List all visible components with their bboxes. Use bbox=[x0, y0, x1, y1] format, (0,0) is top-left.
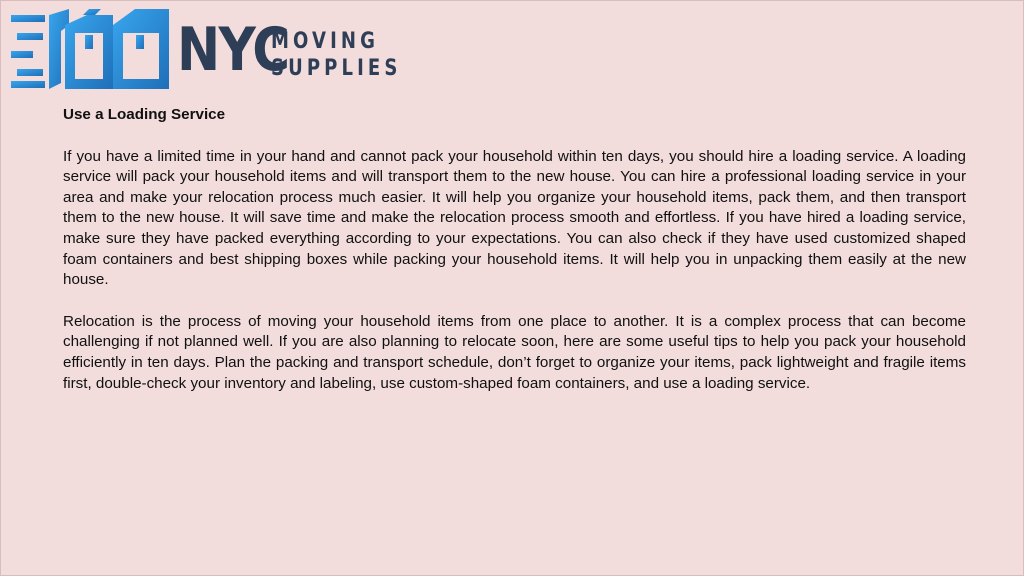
logo-brand-main: NYC bbox=[177, 15, 289, 85]
section-heading: Use a Loading Service bbox=[63, 106, 226, 123]
logo-brand-line1: MOVING bbox=[271, 29, 379, 54]
article-body bbox=[63, 105, 966, 415]
paragraph-loading-service: If you have a limited time in your hand and cannot pack your household within ten days, you should hire a loading service. A loading service will pack your household items and will transport them to the new house. You can hire a professional loading service in your area and make your relocation process much easier. It will help you organize your household items, pack them, and then transport them to the new house. It will save time and make the relocation process smooth and effortless. If you have hired a loading service, make sure they have packed everything according to your expectations. You can also check if they have used customized shaped foam containers and best shipping boxes while packing your household items. It will help you in unpacking them easily at the new house. bbox=[63, 147, 966, 289]
logo-brand-line2: SUPPLIES bbox=[271, 56, 402, 81]
brand-logo[interactable] bbox=[9, 5, 402, 93]
moving-boxes-logo-icon bbox=[9, 5, 179, 93]
paragraph-relocation-summary: Relocation is the process of moving your household items from one place to another. It is a complex process that can become challenging if not planned well. If you are also planning to relocate soon, here are some useful tips to help you pack your household efficiently in ten days. Plan the packing and transport schedule, don’t forget to organize your items, pack lightweight and fragile items first, double-check your inventory and labeling, use custom-shaped foam containers, and use a loading service. bbox=[63, 312, 966, 392]
